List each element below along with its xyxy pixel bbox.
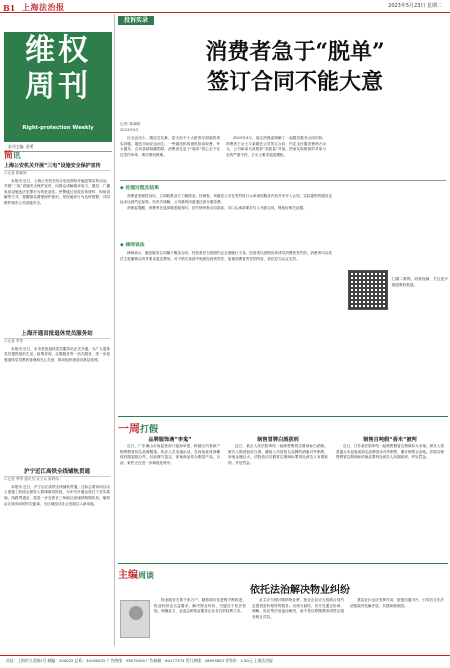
brief-headline: 上海开通首批退休党员服务站	[21, 331, 93, 337]
page-footer: 社址：上海市九龙路2号 邮编：200032 总机：34160932 广告热线：33675000 广告邮箱：64177374 发行热线：28953853 零售价：1.50元 上海法治报	[0, 655, 450, 668]
brief-byline: 口记者 陈颖婷	[4, 170, 110, 177]
editor-column-title: 依托法治解决物业纠纷	[250, 585, 350, 596]
reporter: 记者: 陈颖婷	[120, 122, 141, 126]
editor-column-heading	[118, 568, 154, 584]
story-date: 2023年5月	[120, 127, 139, 132]
editor-portrait	[120, 600, 150, 638]
section-tag: 投诉实录	[118, 16, 154, 25]
daban-story-3	[336, 436, 444, 461]
daban-story-1	[120, 436, 220, 466]
chief-editor: 本刊主编: 金勇	[4, 143, 112, 152]
story-headline: 制售冒牌白酒获刑	[257, 437, 299, 443]
headline-line1: 消费者急于“脱单”	[205, 39, 385, 65]
brief-body: 本报讯 近日，上海公安机关结合电信网络诈骗犯罪宣传活动，开展“三电”设施安全保护宣传，向群众讲解破坏电力、通信、广播电视设施违法犯罪行为的危害性。民警通过发放宣传资料、现场讲解等方式，提醒群众增强保护意识，发现破坏行为及时报警，共同维护城市公共设施安全。	[4, 178, 110, 205]
subhead-process: ◆ 处理过程及结果	[120, 185, 332, 192]
qr-code[interactable]	[348, 270, 388, 310]
brief-body: 本报讯 近日，本市首批退休党员服务站正式开通，为广大退休党员提供组织生活、政策咨询、志愿服务等一站式服务，进一步加强退休党员教育管理和关心关爱，推动组织建设向基层延伸。	[4, 346, 110, 362]
editor-rest: 周谈	[138, 571, 154, 580]
section-rule	[118, 563, 448, 564]
brief-item-1	[4, 163, 110, 206]
process-paragraph: 消保委提醒，消费者在选择婚恋服务时，应仔细审查合同条款，对口头承诺要求写入书面合同，保留好相关证据。	[127, 205, 307, 210]
section-subtitle: Right-protection Weekly	[22, 124, 94, 131]
lawyer-paragraph: 律师表示，婚恋服务合同属于服务合同，经营者应当按照约定全面履行义务。经营者以虚假宣传诱导消费者签约的，消费者可以依法主张撤销合同并要求退还费用。对于格式条款中免除经营者责任、加重消费者责任的内容，依法应当认定无效。	[120, 251, 332, 261]
editor-paragraph: 物业服务关系千家万户，随着城市化进程不断推进，物业纠纷也日益增多。解决物业纠纷，关键在于依法依规，明确业主、业委会和物业服务企业各自的权利义务。	[154, 598, 246, 614]
brief-item-2	[4, 330, 110, 364]
brief-body: 本报讯 近日，沪宁沿江高铁全线铺轨贯通，这标志着该项目由土建施工阶段全面转入联调联试阶段，为年内开通运营打下坚实基础。线路贯通后，将进一步完善长三角地区高速铁路网布局，缩短沿江城市间的时空距离，为区域经济社会发展注入新动能。	[4, 484, 110, 506]
brief-rest: 讯	[13, 151, 21, 160]
brief-byline: 口记者 季等 通讯员 宋文兵 陈利伟	[4, 476, 110, 483]
rule	[120, 180, 446, 181]
editor-mark: 主编	[118, 570, 138, 581]
story-body: 近日，广东佛山市场监管部门接到举报，称辖区内有商户销售假冒知名品牌服饰。执法人员迅速出动，在现场查获涉嫌侵权服装数百件。经品牌方鉴定，涉案商品均为假冒产品。目前，案件正在进一步调查处理中。	[120, 444, 220, 465]
lead-headline	[170, 38, 420, 97]
masthead-bar	[0, 0, 450, 13]
daban-rest: 打假	[140, 425, 159, 435]
story-body: 近日，江苏某法院审结一起制售假冒注册商标大米案。被告人将普通大米包装成知名品牌香米对外销售，累计销售百余吨。法院以销售假冒注册商标的商品罪判处被告人有期徒刑，并处罚金。	[336, 444, 444, 460]
editor-col-3	[350, 598, 444, 609]
issue-date: 2023年5月23日 星期二	[388, 3, 442, 9]
lead-col-2	[226, 136, 326, 158]
story-body: 近日，某区人民法院审结一起制售假冒注册商标白酒案。被告人购进低价白酒，灌装入仿冒知名品牌的酒瓶对外销售，涉案金额巨大。法院依法以假冒注册商标罪判处被告人有期徒刑，并处罚金。	[228, 444, 328, 465]
editor-col-2	[252, 598, 344, 620]
brief-mark: 简	[4, 151, 14, 161]
story-headline: 制售百吨假“香米”被判	[363, 437, 417, 443]
story-headline: 品牌服饰遇“李鬼”	[148, 437, 192, 443]
lead-col-1	[120, 136, 220, 158]
section-rule	[118, 416, 448, 417]
page-number: B1	[3, 3, 16, 13]
qr-caption: 扫描二维码，收看视频，关注更多婚恋维权报道。	[392, 277, 448, 287]
newspaper-name: 上海法治报	[22, 2, 65, 12]
brief-item-3	[4, 468, 110, 507]
daban-story-2	[228, 436, 328, 466]
brief-headline: 沪宁近江高铁全线铺轨贯通	[23, 469, 90, 475]
lead-paragraph: 社交活动少、婚恋交友难，是当前不少大龄青年面临的现实问题。婚恋市场应运而生，一些婚恋机构借机抬高收费、夸大服务，合同条款暗藏陷阱，消费者在急于“脱单”的心态下往往签约草率，事后维权困难。	[120, 136, 220, 157]
process-block	[120, 183, 332, 211]
headline-line2: 签订合同不能大意	[206, 68, 383, 95]
lead-byline	[120, 122, 140, 134]
subhead-lawyer: ◆ 律师说法	[120, 242, 332, 249]
column-divider	[114, 14, 115, 646]
section-title-line2: 周刊	[25, 69, 91, 104]
process-paragraph: 消保委受理投诉后，立即联系双方了解情况。经调查，该婚恋公司在签约时口头承诺的服务内容并未写入合同，实际提供的服务也远未达到约定标准。经多次调解，公司最终同意退还部分服务费。	[120, 194, 332, 204]
daban-mark: 一周	[118, 422, 140, 435]
brief-headline: 上海公安机关开展“三电”设施安全保护宣传	[4, 163, 101, 169]
lawyer-block	[120, 240, 332, 263]
editor-col-1	[154, 598, 246, 615]
lead-paragraph: 2023年4月，某区消保委调解了一起婚恋服务合同纠纷。消费者王女士与某婚恋公司签订合同，约定支付服务费两万余元，公司承诺为其推荐“高质量”对象。然而实际推荐的对象与宣传严重不符，王女士要求退款遭拒。	[226, 136, 326, 157]
section-title-block	[4, 32, 112, 142]
brief-byline: 口记者 季等	[4, 338, 110, 345]
section-title-line1: 维权	[25, 33, 91, 68]
brief-heading	[4, 150, 21, 164]
editor-paragraph: 基层社区也应发挥作用，搭建沟通平台，引导各方在法治框架内化解矛盾，共建和谐家园。	[350, 598, 444, 608]
editor-paragraph: 业主应当按时缴纳物业费，物业企业应当按照合同约定提供质价相符的服务。出现分歧时，各方应通过协商、调解、诉讼等法治途径解决，而不是以停缴费用或停止服务相互对抗。	[252, 598, 344, 619]
